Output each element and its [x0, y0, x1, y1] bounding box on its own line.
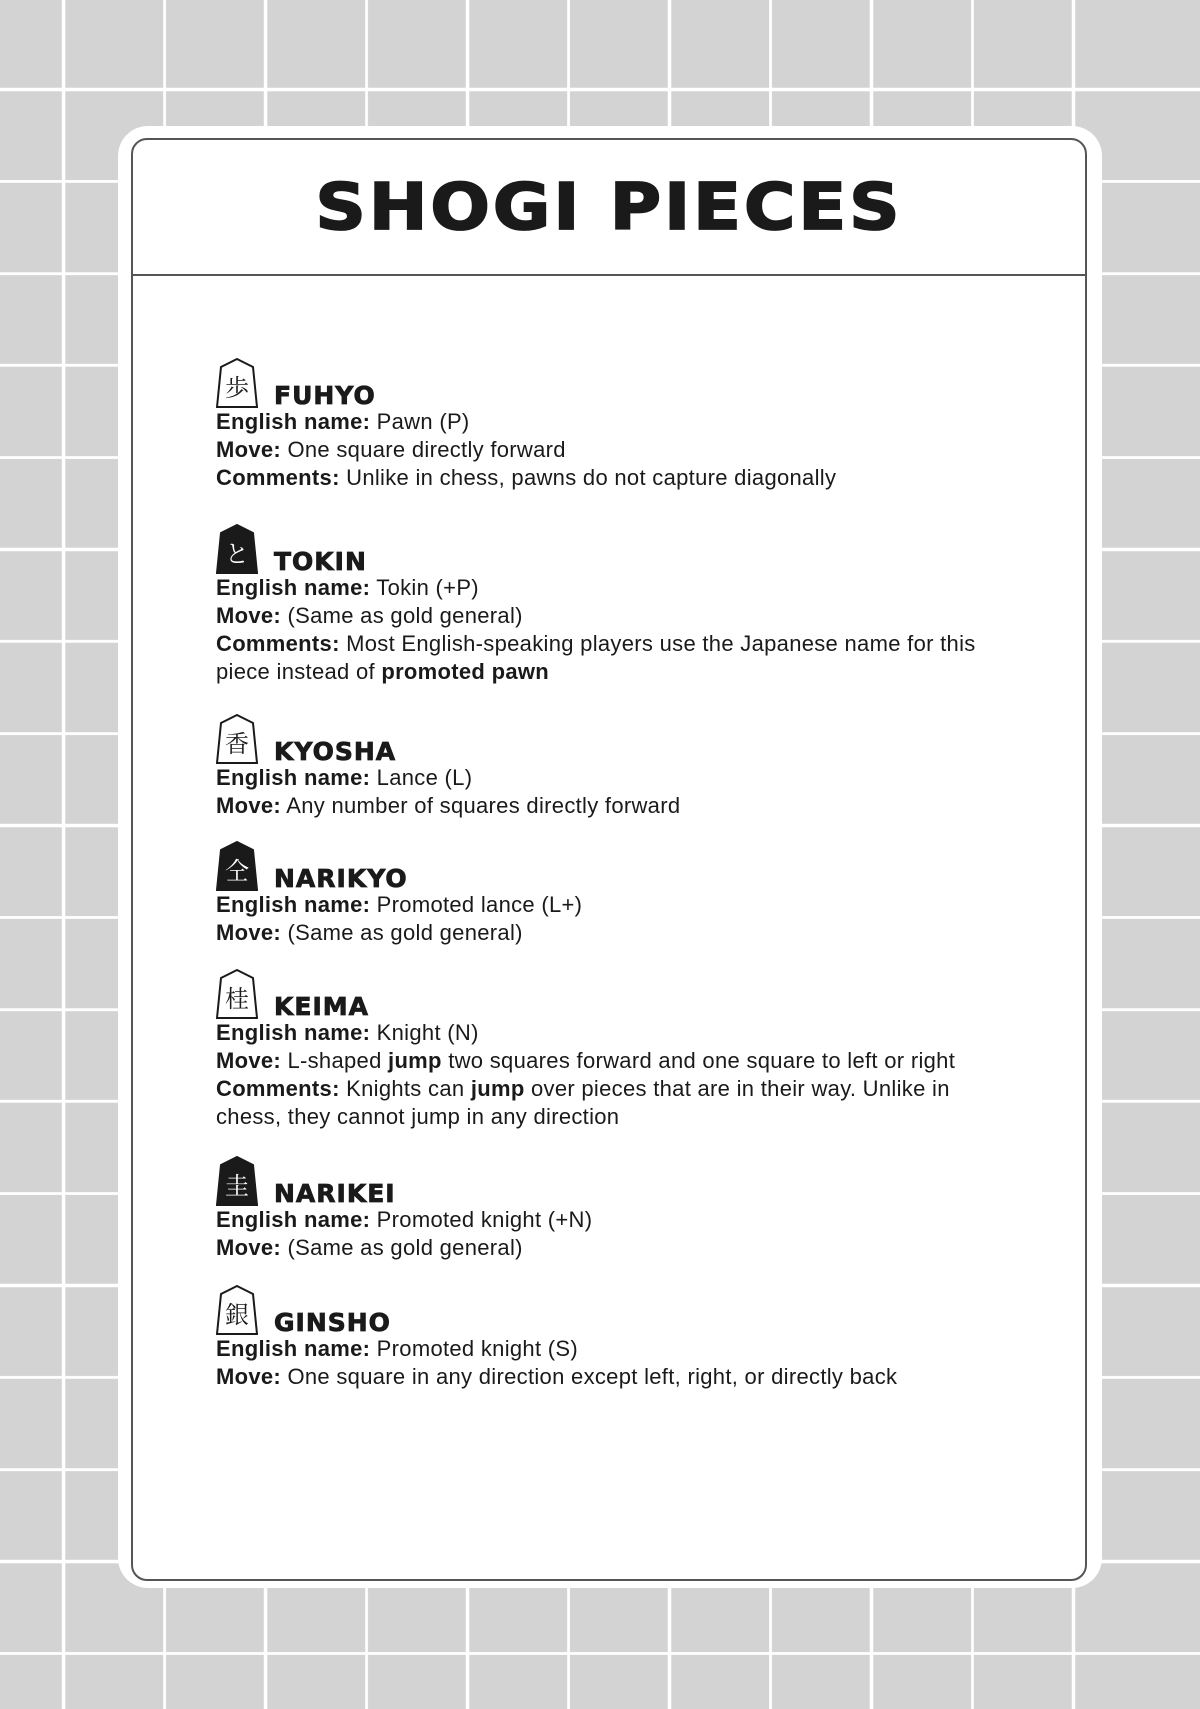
piece-kanji: 桂 [225, 985, 249, 1013]
piece-name: TOKIN [274, 547, 367, 576]
piece-entry-narikei [216, 1150, 1036, 1262]
comments-line-continued [216, 1103, 1036, 1131]
english-name-label: English name: [216, 892, 371, 917]
move-line [216, 792, 1036, 820]
piece-kanji: 銀 [225, 1301, 249, 1329]
english-name-label: English name: [216, 575, 371, 600]
move-line [216, 602, 1036, 630]
english-name-label: English name: [216, 1207, 371, 1232]
english-name-label: English name: [216, 1336, 371, 1361]
piece-entry-keima [216, 963, 1036, 1131]
move-value: (Same as gold general) [281, 1235, 523, 1260]
narikyo-piece-icon [216, 841, 258, 891]
comments-value: piece instead of [216, 659, 382, 684]
piece-entry-kyosha [216, 708, 1036, 820]
comments-line [216, 630, 1036, 658]
move-line [216, 1047, 1036, 1075]
piece-kanji: 歩 [225, 374, 249, 402]
move-label: Move: [216, 1235, 282, 1260]
move-label: Move: [216, 437, 282, 462]
english-name-value: Promoted lance (L+) [370, 892, 583, 917]
move-line [216, 1363, 1036, 1391]
move-label: Move: [216, 1364, 282, 1389]
english-name-value: Promoted knight (S) [370, 1336, 579, 1361]
move-value: Any number of squares directly forward [281, 793, 681, 818]
comments-label: Comments: [216, 1076, 340, 1101]
piece-header [216, 708, 1036, 764]
comments-emphasis: jump [470, 1076, 525, 1101]
move-line [216, 1234, 1036, 1262]
piece-header [216, 1150, 1036, 1206]
piece-entry-fuhyo [216, 352, 1036, 492]
move-label: Move: [216, 1048, 282, 1073]
piece-header [216, 352, 1036, 408]
english-name-label: English name: [216, 1020, 371, 1045]
move-value: (Same as gold general) [281, 920, 523, 945]
tokin-piece-icon [216, 524, 258, 574]
english-name-line [216, 1335, 1036, 1363]
move-line [216, 436, 1036, 464]
comments-value: Unlike in chess, pawns do not capture diagonally [339, 465, 837, 490]
piece-kanji: 圭 [225, 1172, 249, 1200]
english-name-value: Lance (L) [370, 765, 473, 790]
comments-label: Comments: [216, 631, 340, 656]
move-label: Move: [216, 603, 282, 628]
piece-name: FUHYO [274, 381, 376, 410]
piece-kanji: と [225, 540, 249, 568]
comments-label: Comments: [216, 465, 340, 490]
kyosha-piece-icon [216, 714, 258, 764]
comments-value: chess, they cannot jump in any direction [216, 1104, 620, 1129]
move-label: Move: [216, 920, 282, 945]
title-bar [133, 140, 1085, 276]
fuhyo-piece-icon [216, 358, 258, 408]
piece-entry-tokin [216, 518, 1036, 686]
english-name-label: English name: [216, 765, 371, 790]
move-line [216, 919, 1036, 947]
piece-name: GINSHO [274, 1308, 391, 1337]
english-name-line [216, 574, 1036, 602]
move-value: One square directly forward [281, 437, 566, 462]
piece-header [216, 835, 1036, 891]
content-card [131, 138, 1087, 1581]
english-name-value: Knight (N) [370, 1020, 479, 1045]
comments-line [216, 464, 1036, 492]
piece-kanji: 仝 [225, 857, 249, 885]
piece-header [216, 963, 1036, 1019]
comments-emphasis: promoted pawn [381, 659, 550, 684]
piece-header [216, 1279, 1036, 1335]
narikei-piece-icon [216, 1156, 258, 1206]
move-value: (Same as gold general) [281, 603, 523, 628]
keima-piece-icon [216, 969, 258, 1019]
piece-name: NARIKEI [274, 1179, 396, 1208]
comments-value: Most English-speaking players use the Japanese name for this [339, 631, 976, 656]
pieces-list [216, 352, 1036, 1416]
piece-name: KYOSHA [274, 737, 397, 766]
piece-entry-ginsho [216, 1279, 1036, 1391]
move-value: One square in any direction except left, right, or directly back [281, 1364, 898, 1389]
comments-value: over pieces that are in their way. Unlike in [524, 1076, 950, 1101]
comments-line [216, 1075, 1036, 1103]
move-label: Move: [216, 793, 282, 818]
move-value: two squares forward and one square to left or right [441, 1048, 956, 1073]
english-name-label: English name: [216, 409, 371, 434]
comments-line-continued [216, 658, 1036, 686]
english-name-line [216, 1019, 1036, 1047]
piece-header [216, 518, 1036, 574]
move-value: L-shaped [281, 1048, 389, 1073]
english-name-line [216, 408, 1036, 436]
english-name-line [216, 764, 1036, 792]
english-name-value: Promoted knight (+N) [370, 1207, 593, 1232]
piece-entry-narikyo [216, 835, 1036, 947]
english-name-value: Pawn (P) [370, 409, 470, 434]
move-emphasis: jump [388, 1048, 442, 1073]
english-name-line [216, 891, 1036, 919]
english-name-line [216, 1206, 1036, 1234]
ginsho-piece-icon [216, 1285, 258, 1335]
piece-kanji: 香 [225, 730, 249, 758]
page-title: SHOGI PIECES [315, 169, 903, 245]
piece-name: NARIKYO [274, 864, 408, 893]
comments-value: Knights can [339, 1076, 471, 1101]
piece-name: KEIMA [274, 992, 369, 1021]
english-name-value: Tokin (+P) [370, 575, 479, 600]
